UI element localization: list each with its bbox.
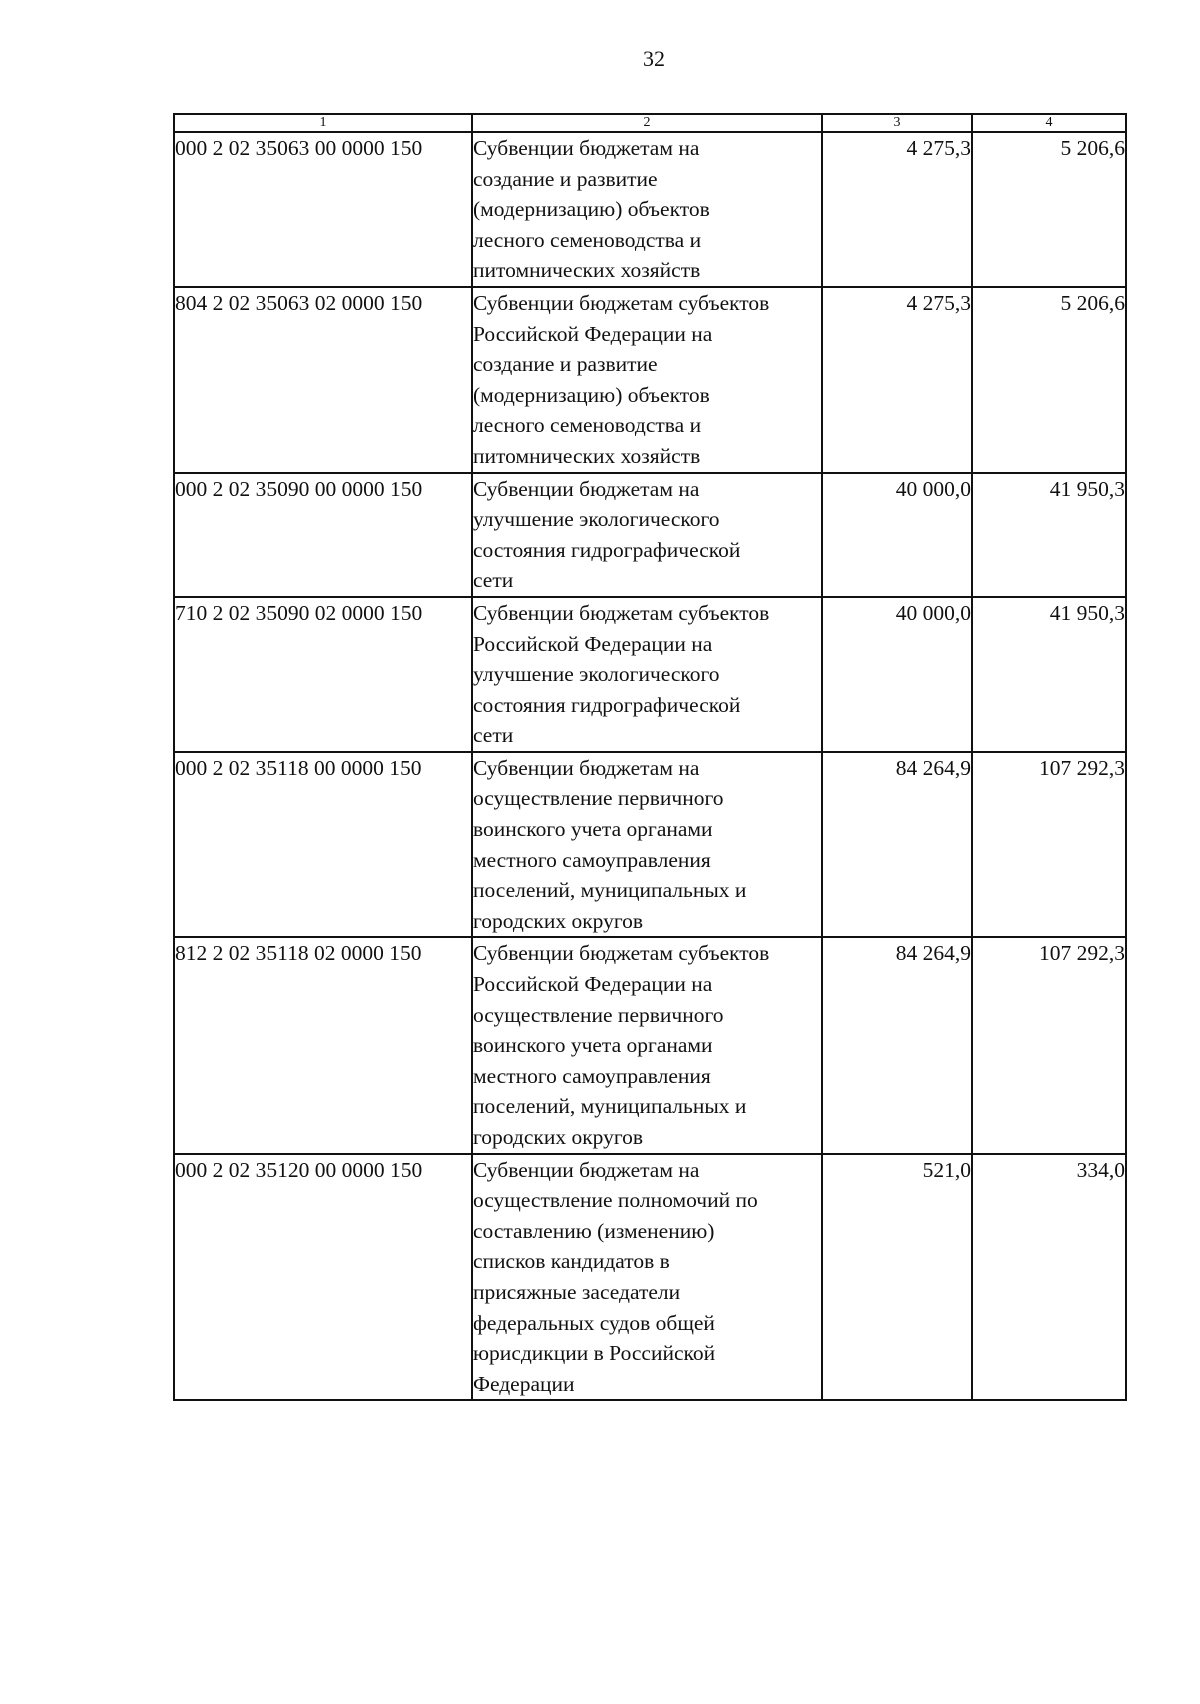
amount-col-4: 41 950,3 (972, 473, 1126, 597)
revenue-name-line: сети (473, 723, 514, 748)
amount-col-3: 84 264,9 (822, 752, 972, 938)
revenue-name-line: создание и развитие (473, 166, 658, 191)
revenue-name-line: Российской Федерации на (473, 972, 713, 997)
revenue-name-line: городских округов (473, 1125, 644, 1149)
revenue-name-line: Субвенции бюджетам субъектов (473, 600, 770, 625)
revenue-name-line: Субвенции бюджетам на (473, 1157, 700, 1182)
classification-code: 812 2 02 35118 02 0000 150 (174, 937, 472, 1153)
revenue-name-line: воинского учета органами (473, 817, 713, 842)
revenue-name (472, 132, 822, 287)
header-col-4: 4 (972, 114, 1126, 132)
revenue-name (472, 752, 822, 938)
amount-col-4: 5 206,6 (972, 132, 1126, 287)
revenue-name-line: составлению (изменению) (473, 1218, 715, 1243)
amount-col-3: 40 000,0 (822, 473, 972, 597)
table-row (174, 937, 1126, 1153)
budget-table (173, 113, 1127, 1401)
table-header-row (174, 114, 1126, 132)
amount-col-4: 5 206,6 (972, 287, 1126, 473)
header-col-1: 1 (174, 114, 472, 132)
revenue-name (472, 1154, 822, 1401)
amount-col-3: 4 275,3 (822, 287, 972, 473)
revenue-name-line: (модернизацию) объектов (473, 197, 710, 222)
revenue-name-line: местного самоуправления (473, 847, 711, 872)
revenue-name-line: сети (473, 568, 514, 593)
table-row (174, 1154, 1126, 1401)
page-number: 32 (643, 46, 665, 71)
classification-code: 000 2 02 35063 00 0000 150 (174, 132, 472, 287)
revenue-name-line: городских округов (473, 908, 644, 933)
revenue-name-line: Федерации (473, 1371, 575, 1396)
revenue-name-line: Субвенции бюджетам субъектов (473, 290, 770, 315)
classification-code: 000 2 02 35118 00 0000 150 (174, 752, 472, 938)
revenue-name-line: осуществление первичного (473, 1002, 724, 1027)
revenue-name-line: питомнических хозяйств (473, 258, 701, 283)
revenue-name-line: поселений, муниципальных и (473, 1094, 747, 1119)
revenue-name-line: питомнических хозяйств (473, 443, 701, 468)
revenue-name-line: лесного семеноводства и (473, 413, 702, 438)
amount-col-3: 40 000,0 (822, 597, 972, 752)
revenue-name-line: юрисдикции в Российской (473, 1341, 716, 1366)
table-row (174, 132, 1126, 287)
revenue-name-line: состояния гидрографической (473, 537, 741, 562)
revenue-name-line: воинского учета органами (473, 1033, 713, 1058)
revenue-name-line: федеральных судов общей (473, 1310, 715, 1335)
table-row (174, 597, 1126, 752)
revenue-name-line: осуществление первичного (473, 786, 724, 811)
classification-code: 000 2 02 35120 00 0000 150 (174, 1154, 472, 1401)
revenue-name (472, 937, 822, 1153)
revenue-name-line: Субвенции бюджетам на (473, 755, 700, 780)
revenue-name-line: (модернизацию) объектов (473, 382, 710, 407)
amount-col-3: 521,0 (822, 1154, 972, 1401)
table-row (174, 287, 1126, 473)
revenue-name-line: создание и развитие (473, 352, 658, 377)
amount-col-4: 107 292,3 (972, 937, 1126, 1153)
amount-col-4: 41 950,3 (972, 597, 1126, 752)
revenue-name-line: Субвенции бюджетам субъектов (473, 941, 770, 966)
revenue-name-line: присяжные заседатели (473, 1279, 681, 1304)
revenue-name-line: Субвенции бюджетам на (473, 476, 700, 501)
table-row (174, 473, 1126, 597)
revenue-name-line: улучшение экологического (473, 662, 720, 687)
revenue-name-line: списков кандидатов в (473, 1249, 670, 1274)
table-body (174, 132, 1126, 1400)
revenue-name (472, 597, 822, 752)
table-row (174, 752, 1126, 938)
revenue-name-line: Российской Федерации на (473, 631, 713, 656)
revenue-name (472, 473, 822, 597)
amount-col-4: 334,0 (972, 1154, 1126, 1401)
revenue-name-line: местного самоуправления (473, 1063, 711, 1088)
revenue-name-line: поселений, муниципальных и (473, 878, 747, 903)
revenue-name-line: осуществление полномочий по (473, 1188, 758, 1213)
amount-col-3: 4 275,3 (822, 132, 972, 287)
classification-code: 000 2 02 35090 00 0000 150 (174, 473, 472, 597)
header-col-2: 2 (472, 114, 822, 132)
revenue-name-line: лесного семеноводства и (473, 227, 702, 252)
amount-col-3: 84 264,9 (822, 937, 972, 1153)
classification-code: 710 2 02 35090 02 0000 150 (174, 597, 472, 752)
revenue-name-line: Российской Федерации на (473, 321, 713, 346)
amount-col-4: 107 292,3 (972, 752, 1126, 938)
revenue-name (472, 287, 822, 473)
classification-code: 804 2 02 35063 02 0000 150 (174, 287, 472, 473)
header-col-3: 3 (822, 114, 972, 132)
revenue-name-line: улучшение экологического (473, 507, 720, 532)
revenue-name-line: Субвенции бюджетам на (473, 136, 700, 160)
revenue-name-line: состояния гидрографической (473, 692, 741, 717)
